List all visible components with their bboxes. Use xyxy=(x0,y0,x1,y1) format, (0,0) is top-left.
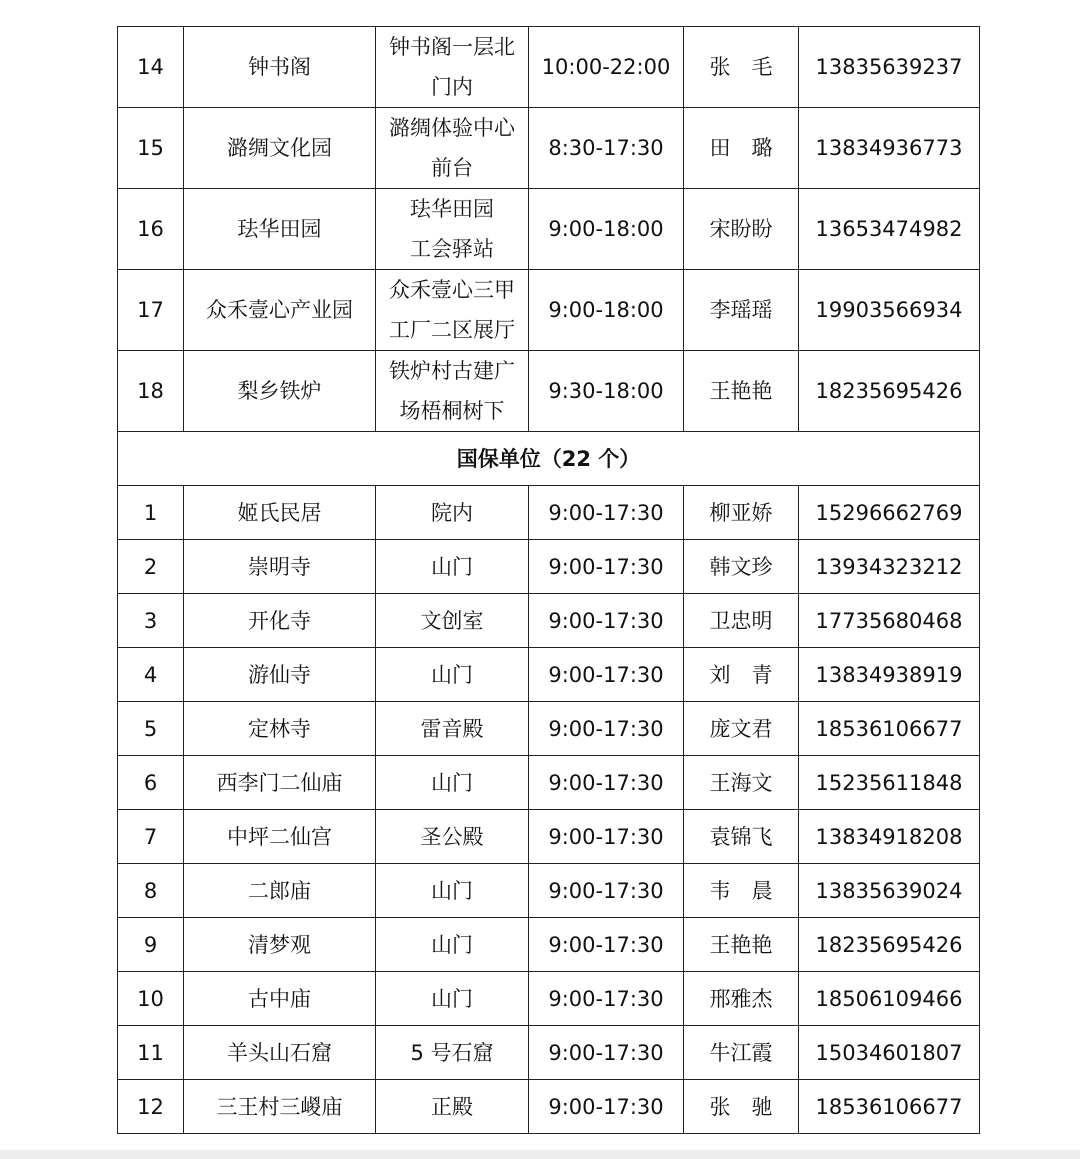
opening-hours: 9:00-17:30 xyxy=(529,594,684,648)
service-location: 山门 xyxy=(376,918,529,972)
service-location-line: 场梧桐树下 xyxy=(399,399,505,423)
table-row xyxy=(118,864,980,918)
service-location xyxy=(376,189,529,270)
site-name: 姬氏民居 xyxy=(184,486,376,540)
site-name: 游仙寺 xyxy=(184,648,376,702)
service-location xyxy=(376,351,529,432)
service-location xyxy=(376,27,529,108)
opening-hours: 9:00-18:00 xyxy=(529,270,684,351)
row-number: 12 xyxy=(118,1080,184,1134)
service-location-line: 铁炉村古建广 xyxy=(389,359,515,383)
table-row xyxy=(118,594,980,648)
site-name: 崇明寺 xyxy=(184,540,376,594)
phone-number: 15296662769 xyxy=(799,486,980,540)
table-row xyxy=(118,756,980,810)
row-number: 15 xyxy=(118,108,184,189)
service-location: 山门 xyxy=(376,972,529,1026)
phone-number: 13835639237 xyxy=(799,27,980,108)
opening-hours: 10:00-22:00 xyxy=(529,27,684,108)
opening-hours: 9:00-18:00 xyxy=(529,189,684,270)
row-number: 7 xyxy=(118,810,184,864)
contact-person: 刘 青 xyxy=(684,648,799,702)
table-row xyxy=(118,27,980,108)
contact-person: 张 驰 xyxy=(684,1080,799,1134)
row-number: 18 xyxy=(118,351,184,432)
opening-hours: 9:00-17:30 xyxy=(529,1026,684,1080)
row-number: 4 xyxy=(118,648,184,702)
opening-hours: 9:00-17:30 xyxy=(529,756,684,810)
opening-hours: 9:00-17:30 xyxy=(529,648,684,702)
service-location: 雷音殿 xyxy=(376,702,529,756)
section-title: 国保单位（22 个） xyxy=(118,432,980,486)
page-bottom-edge xyxy=(0,1150,1080,1159)
opening-hours: 9:00-17:30 xyxy=(529,864,684,918)
contact-person: 王艳艳 xyxy=(684,918,799,972)
table-row xyxy=(118,486,980,540)
phone-number: 18235695426 xyxy=(799,918,980,972)
phone-number: 13835639024 xyxy=(799,864,980,918)
opening-hours: 9:30-18:00 xyxy=(529,351,684,432)
phone-number: 13834938919 xyxy=(799,648,980,702)
service-location-line: 众禾壹心三甲 xyxy=(389,278,515,302)
site-name: 开化寺 xyxy=(184,594,376,648)
service-location: 5 号石窟 xyxy=(376,1026,529,1080)
opening-hours: 9:00-17:30 xyxy=(529,702,684,756)
table-row xyxy=(118,972,980,1026)
contact-person: 庞文君 xyxy=(684,702,799,756)
table-row xyxy=(118,351,980,432)
table-row xyxy=(118,918,980,972)
service-location: 山门 xyxy=(376,648,529,702)
site-name: 古中庙 xyxy=(184,972,376,1026)
contact-person: 王海文 xyxy=(684,756,799,810)
site-name: 西李门二仙庙 xyxy=(184,756,376,810)
contact-person: 邢雅杰 xyxy=(684,972,799,1026)
table-row xyxy=(118,1026,980,1080)
opening-hours: 9:00-17:30 xyxy=(529,540,684,594)
table-row xyxy=(118,810,980,864)
section-header-row xyxy=(118,432,980,486)
site-name: 钟书阁 xyxy=(184,27,376,108)
table-row xyxy=(118,189,980,270)
contact-person: 卫忠明 xyxy=(684,594,799,648)
service-location-line: 工会驿站 xyxy=(410,237,494,261)
service-location: 山门 xyxy=(376,540,529,594)
site-name: 潞绸文化园 xyxy=(184,108,376,189)
service-location: 山门 xyxy=(376,864,529,918)
site-name: 珐华田园 xyxy=(184,189,376,270)
row-number: 2 xyxy=(118,540,184,594)
opening-hours: 9:00-17:30 xyxy=(529,486,684,540)
phone-number: 18536106677 xyxy=(799,1080,980,1134)
site-name: 众禾壹心产业园 xyxy=(184,270,376,351)
opening-hours: 9:00-17:30 xyxy=(529,810,684,864)
phone-number: 18536106677 xyxy=(799,702,980,756)
service-location: 正殿 xyxy=(376,1080,529,1134)
site-name: 三王村三嵕庙 xyxy=(184,1080,376,1134)
service-location: 圣公殿 xyxy=(376,810,529,864)
row-number: 10 xyxy=(118,972,184,1026)
phone-number: 13653474982 xyxy=(799,189,980,270)
row-number: 3 xyxy=(118,594,184,648)
table-row xyxy=(118,270,980,351)
contact-person: 韦 晨 xyxy=(684,864,799,918)
phone-number: 13834918208 xyxy=(799,810,980,864)
contact-person: 韩文珍 xyxy=(684,540,799,594)
row-number: 1 xyxy=(118,486,184,540)
service-location: 院内 xyxy=(376,486,529,540)
phone-number: 19903566934 xyxy=(799,270,980,351)
site-name: 中坪二仙宫 xyxy=(184,810,376,864)
service-location xyxy=(376,108,529,189)
site-name: 梨乡铁炉 xyxy=(184,351,376,432)
phone-number: 13934323212 xyxy=(799,540,980,594)
site-name: 二郎庙 xyxy=(184,864,376,918)
opening-hours: 8:30-17:30 xyxy=(529,108,684,189)
phone-number: 17735680468 xyxy=(799,594,980,648)
table-row xyxy=(118,648,980,702)
table-row xyxy=(118,1080,980,1134)
service-location-line: 钟书阁一层北 xyxy=(389,35,515,59)
contact-person: 张 毛 xyxy=(684,27,799,108)
phone-number: 15034601807 xyxy=(799,1026,980,1080)
row-number: 11 xyxy=(118,1026,184,1080)
service-location: 文创室 xyxy=(376,594,529,648)
phone-number: 18506109466 xyxy=(799,972,980,1026)
row-number: 17 xyxy=(118,270,184,351)
contact-person: 王艳艳 xyxy=(684,351,799,432)
contact-person: 柳亚娇 xyxy=(684,486,799,540)
row-number: 14 xyxy=(118,27,184,108)
row-number: 16 xyxy=(118,189,184,270)
phone-number: 13834936773 xyxy=(799,108,980,189)
opening-hours: 9:00-17:30 xyxy=(529,972,684,1026)
service-points-table xyxy=(117,26,980,1134)
contact-person: 李瑶瑶 xyxy=(684,270,799,351)
contact-person: 宋盼盼 xyxy=(684,189,799,270)
row-number: 8 xyxy=(118,864,184,918)
service-location-line: 前台 xyxy=(431,156,473,180)
table-body xyxy=(118,27,980,1134)
row-number: 6 xyxy=(118,756,184,810)
site-name: 羊头山石窟 xyxy=(184,1026,376,1080)
phone-number: 15235611848 xyxy=(799,756,980,810)
service-location-line: 门内 xyxy=(431,75,473,99)
table-row xyxy=(118,702,980,756)
opening-hours: 9:00-17:30 xyxy=(529,918,684,972)
service-location-line: 工厂二区展厅 xyxy=(389,318,515,342)
service-location-line: 珐华田园 xyxy=(410,197,494,221)
phone-number: 18235695426 xyxy=(799,351,980,432)
table-row xyxy=(118,108,980,189)
service-location xyxy=(376,270,529,351)
site-name: 清梦观 xyxy=(184,918,376,972)
site-name: 定林寺 xyxy=(184,702,376,756)
opening-hours: 9:00-17:30 xyxy=(529,1080,684,1134)
contact-person: 田 璐 xyxy=(684,108,799,189)
service-location-line: 潞绸体验中心 xyxy=(389,116,515,140)
row-number: 5 xyxy=(118,702,184,756)
contact-person: 牛江霞 xyxy=(684,1026,799,1080)
row-number: 9 xyxy=(118,918,184,972)
table-row xyxy=(118,540,980,594)
contact-person: 袁锦飞 xyxy=(684,810,799,864)
service-location: 山门 xyxy=(376,756,529,810)
